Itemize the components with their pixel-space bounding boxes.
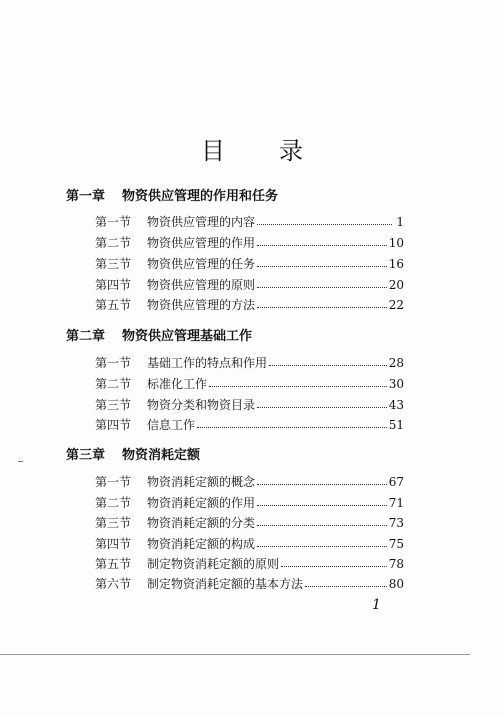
title-char-right: 录 bbox=[279, 137, 303, 165]
toc-entry bbox=[95, 354, 404, 370]
section-title: 物资供应管理的作用 bbox=[147, 236, 256, 250]
toc-entry bbox=[95, 396, 404, 412]
section-label: 第六节 bbox=[95, 577, 132, 591]
page-number: 20 bbox=[388, 278, 404, 292]
section-label: 第五节 bbox=[95, 298, 132, 312]
page-number: 51 bbox=[388, 418, 404, 432]
leader-dots bbox=[257, 505, 387, 506]
page-number: 71 bbox=[388, 496, 404, 510]
page-number: 28 bbox=[388, 356, 404, 370]
scan-mark bbox=[18, 461, 23, 462]
page-number: 10 bbox=[388, 236, 404, 250]
section-title: 物资消耗定额的构成 bbox=[147, 537, 256, 551]
section-title: 物资分类和物资目录 bbox=[147, 398, 256, 412]
leader-dots bbox=[305, 586, 387, 587]
chapter-title: 物资供应管理的作用和任务 bbox=[122, 189, 279, 204]
section-title: 物资供应管理的方法 bbox=[147, 298, 256, 312]
page-number: 78 bbox=[388, 557, 404, 571]
toc-entry bbox=[95, 535, 404, 551]
chapter-label: 第一章 bbox=[66, 189, 106, 204]
leader-dots bbox=[257, 245, 387, 246]
toc-entry bbox=[95, 375, 404, 391]
section-label: 第四节 bbox=[95, 537, 132, 551]
toc-entry bbox=[95, 234, 404, 250]
chapter-label: 第二章 bbox=[66, 329, 106, 344]
page-number: 22 bbox=[388, 298, 404, 312]
leader-dots bbox=[257, 287, 387, 288]
section-title: 物资消耗定额的分类 bbox=[147, 516, 256, 530]
leader-dots bbox=[257, 407, 387, 408]
page-title bbox=[0, 131, 504, 166]
section-title: 基础工作的特点和作用 bbox=[147, 356, 268, 370]
section-title: 物资消耗定额的概念 bbox=[147, 475, 256, 489]
section-title: 制定物资消耗定额的基本方法 bbox=[147, 577, 304, 591]
section-title: 制定物资消耗定额的原则 bbox=[147, 557, 280, 571]
leader-dots bbox=[257, 484, 387, 485]
page-number: 67 bbox=[388, 475, 404, 489]
section-title: 标准化工作 bbox=[147, 377, 208, 391]
toc-entry bbox=[95, 494, 404, 510]
section-title: 物资供应管理的任务 bbox=[147, 257, 256, 271]
folio-page-number: 1 bbox=[372, 597, 381, 613]
leader-dots bbox=[257, 546, 387, 547]
section-label: 第五节 bbox=[95, 557, 132, 571]
section-label: 第三节 bbox=[95, 398, 132, 412]
scan-edge-line bbox=[0, 654, 470, 655]
toc-entry bbox=[95, 255, 404, 271]
leader-dots bbox=[269, 365, 387, 366]
section-label: 第二节 bbox=[95, 236, 132, 250]
section-label: 第四节 bbox=[95, 418, 132, 432]
section-title: 信息工作 bbox=[147, 418, 196, 432]
chapter-heading bbox=[66, 185, 278, 204]
chapter-title: 物资供应管理基础工作 bbox=[122, 329, 253, 344]
toc-entry bbox=[95, 575, 404, 591]
chapter-heading bbox=[66, 325, 252, 344]
page-number: 75 bbox=[388, 537, 404, 551]
toc-entry bbox=[95, 416, 404, 432]
leader-dots bbox=[257, 307, 387, 308]
toc-entry bbox=[95, 276, 404, 292]
page-number: 80 bbox=[388, 577, 404, 591]
section-label: 第四节 bbox=[95, 278, 132, 292]
section-label: 第一节 bbox=[95, 356, 132, 370]
chapter-label: 第三章 bbox=[66, 448, 106, 463]
page-number: 16 bbox=[388, 257, 404, 271]
toc-entry bbox=[95, 473, 404, 489]
leader-dots bbox=[257, 224, 392, 225]
leader-dots bbox=[257, 266, 387, 267]
page-number: 43 bbox=[388, 398, 404, 412]
section-title: 物资消耗定额的作用 bbox=[147, 496, 256, 510]
leader-dots bbox=[209, 386, 387, 387]
leader-dots bbox=[281, 566, 387, 567]
page-number: 73 bbox=[388, 516, 404, 530]
toc-entry bbox=[95, 213, 404, 229]
section-label: 第二节 bbox=[95, 496, 132, 510]
toc-entry bbox=[95, 296, 404, 312]
leader-dots bbox=[197, 427, 387, 428]
section-label: 第一节 bbox=[95, 215, 132, 229]
section-label: 第三节 bbox=[95, 516, 132, 530]
section-label: 第一节 bbox=[95, 475, 132, 489]
section-label: 第三节 bbox=[95, 257, 132, 271]
chapter-heading bbox=[66, 444, 200, 463]
page-number: 1 bbox=[396, 215, 404, 229]
chapter-title: 物资消耗定额 bbox=[122, 448, 201, 463]
page-number: 30 bbox=[388, 377, 404, 391]
leader-dots bbox=[257, 525, 387, 526]
title-char-left: 目 bbox=[201, 137, 225, 165]
section-title: 物资供应管理的原则 bbox=[147, 278, 256, 292]
section-label: 第二节 bbox=[95, 377, 132, 391]
section-title: 物资供应管理的内容 bbox=[147, 215, 256, 229]
toc-entry bbox=[95, 514, 404, 530]
toc-entry bbox=[95, 555, 404, 571]
